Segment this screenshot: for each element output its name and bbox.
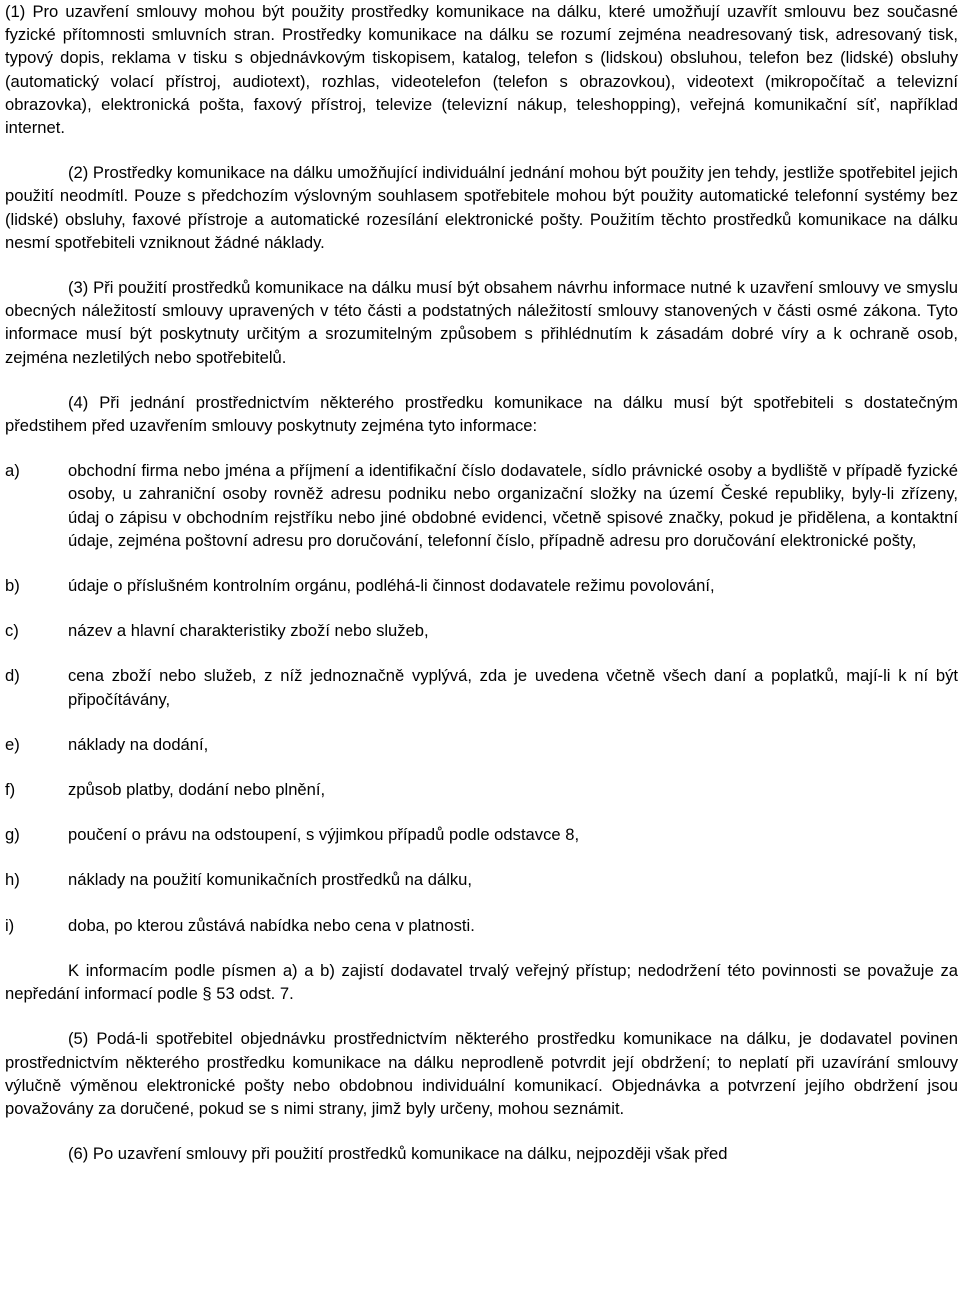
list-item-text: náklady na použití komunikačních prostředků na dálku, [68,870,473,890]
list-item-marker: a) [5,461,20,481]
list-item-marker: e) [5,734,20,754]
paragraph-6: (6) Po uzavření smlouvy při použití prostředků komunikace na dálku, nejpozději však před [68,1144,728,1164]
list-item-marker: g) [5,825,20,845]
list-item [5,823,958,846]
list-item-text: cena zboží nebo služeb, z níž jednoznačně vyplývá, zda je uvedena včetně všech daní a poplatků, mají-li k ní být připočítávány, [68,666,958,709]
list-item [5,778,958,801]
list-item [5,733,958,756]
list-item-text: doba, po kterou zůstává nabídka nebo cena v platnosti. [68,915,475,935]
list-item [5,868,958,891]
list-item-text: náklady na dodání, [68,734,209,754]
list-item-marker: d) [5,666,20,686]
list-item-marker: b) [5,576,20,596]
list-item [5,914,958,937]
info-list [5,459,958,937]
list-item [5,459,958,552]
list-item-marker: h) [5,870,20,890]
paragraph-2: (2) Prostředky komunikace na dálku umožňující individuální jednání mohou být použity jen tehdy, jestliže spotřebitel jejich použití neodmítl. Pouze s předchozím výslovným souhlasem spotřebitele mohou být použity automatické telefonní systémy bez (lidské) obsluhy, faxové přístroje a automatické rozesílání elektronické pošty. Použitím těchto prostředků komunikace na dálku nesmí spotřebiteli vzniknout žádné náklady. [5,163,958,252]
paragraph-after-list: K informacím podle písmen a) a b) zajistí dodavatel trvalý veřejný přístup; nedodržení této povinnosti se považuje za nepředání informací podle § 53 odst. 7. [5,960,958,1004]
paragraph-5: (5) Podá-li spotřebitel objednávku prostřednictvím některého prostředku komunikace na dálku, je dodavatel povinen prostřednictvím některého prostředku komunikace na dálku neprodleně potvrdit její obdržení; to neplatí při uzavírání smlouvy výlučně výměnou elektronické pošty nebo obdobnou individuální komunikací. Objednávka a potvrzení jejího obdržení jsou považovány za doručené, pokud se s nimi strany, jimž byly určeny, mohou seznámit. [5,1029,958,1118]
paragraph-3: (3) Při použití prostředků komunikace na dálku musí být obsahem návrhu informace nutné k uzavření smlouvy ve smyslu obecných náležitostí smlouvy upravených v této části a podstatných náležitostí smlouvy stanovených v části osmé zákona. Tyto informace musí být poskytnuty určitým a srozumitelným způsobem s přihlédnutím k zásadám dobré víry a k ochraně osob, zejména nezletilých nebo spotřebitelů. [5,278,958,367]
list-item-text: způsob platby, dodání nebo plnění, [68,780,326,800]
list-item-text: údaje o příslušném kontrolním orgánu, podléhá-li činnost dodavatele režimu povolování, [68,576,715,596]
list-item-marker: c) [5,621,19,641]
list-item-marker: i) [5,915,15,935]
paragraph-4: (4) Při jednání prostřednictvím některého prostředku komunikace na dálku musí být spotřebiteli s dostatečným předstihem před uzavřením smlouvy poskytnuty zejména tyto informace: [5,392,958,436]
document-page [5,0,958,1165]
list-item-text: název a hlavní charakteristiky zboží nebo služeb, [68,621,429,641]
list-item-text: obchodní firma nebo jména a příjmení a identifikační číslo dodavatele, sídlo právnické osoby a bydliště v případě fyzické osoby, u zahraniční osoby rovněž adresu podniku nebo organizační složky na území České republiky, byly-li zřízeny, údaj o zápisu v obchodním rejstříku nebo jiné obdobné evidenci, včetně spisové značky, pokud je přidělena, a kontaktní údaje, zejména poštovní adresu pro doručování, telefonní číslo, případně adresu pro doručování elektronické pošty, [68,461,958,550]
list-item [5,664,958,710]
list-item-marker: f) [5,780,16,800]
list-item [5,619,958,642]
paragraph-1: (1) Pro uzavření smlouvy mohou být použity prostředky komunikace na dálku, které umožňují uzavřít smlouvu bez současné fyzické přítomnosti smluvních stran. Prostředky komunikace na dálku se rozumí zejména neadresovaný tisk, adresovaný tisk, typový dopis, reklama v tisku s objednávkovým tiskopisem, katalog, telefon s (lidskou) obsluhou, telefon bez (lidské) obsluhy (automatický volací přístroj, audiotext), rozhlas, videotelefon (telefon s obrazovkou), videotext (mikropočítač a televizní obrazovka), elektronická pošta, faxový přístroj, televize (televizní nákup, teleshopping), veřejná komunikační síť, například internet. [5,2,958,138]
list-item-text: poučení o právu na odstoupení, s výjimkou případů podle odstavce 8, [68,825,580,845]
list-item [5,574,958,597]
